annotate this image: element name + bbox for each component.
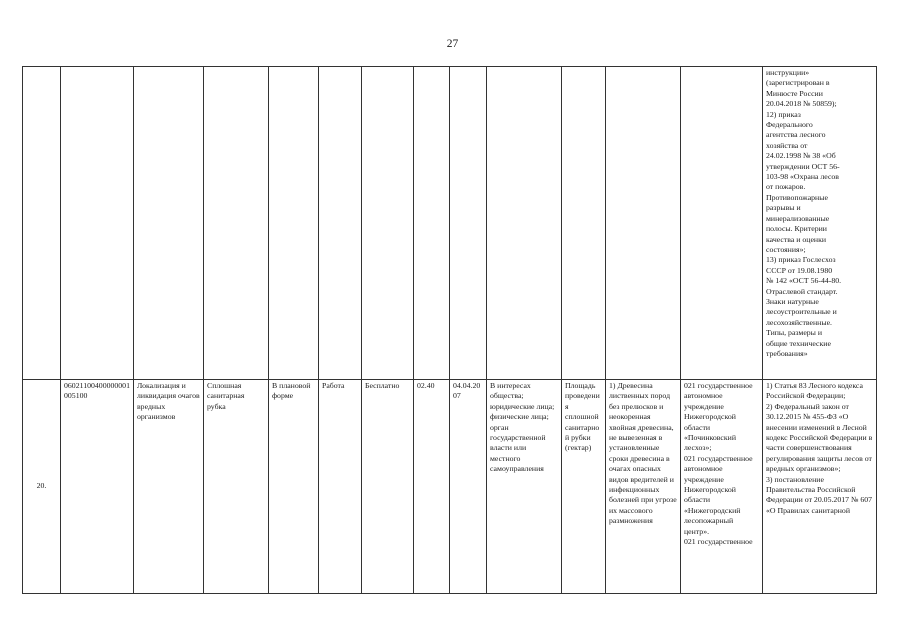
cell-empty: [414, 67, 450, 380]
table-row-continuation: [23, 67, 877, 380]
page-number: 27: [446, 38, 459, 50]
cell-empty: [450, 67, 487, 380]
cell-empty: [269, 67, 319, 380]
table-row: [23, 380, 877, 594]
cell-empty: [134, 67, 204, 380]
cell-legal-acts-continued: инструкции» (зарегистрирован в Минюсте России 20.04.2018 № 50859); 12) приказ Федерального агентства лесного хозяйства от 24.02.1998 № 38 «Об утверждении ОСТ 56- 103-98 «Охрана лесов от пожаров. Противопожарные разрывы и минерализованные полосы. Критерии качества и оценки состояния»; 13) приказ Гослесхоз СССР от 19.08.1980 № 142 «ОСТ 56-44-80. Отраслевой стандарт. Знаки натурные лесоустроительные и лесохозяйственные. Типы, размеры и общие технические требования»: [763, 67, 877, 380]
cell-legal-acts: 1) Статья 83 Лесного кодекса Российской Федерации; 2) Федеральный закон от 30.12.2015 № 455-ФЗ «О внесении изменений в Лесной кодекс Российской Федерации в части совершенствования регулирования защиты лесов от вредных организмов»; 3) постановление Правительства Российской Федерации от 20.05.2017 № 607 «О Правилах санитарной: [763, 380, 877, 594]
cell-work-name: Локализация и ликвидация очагов вредных организмов: [134, 380, 204, 594]
cell-registry-code: 0602110040000000100510​0: [61, 380, 134, 594]
cell-indicator: Площадь проведения сплошной санитарной рубки (гектар): [562, 380, 606, 594]
cell-empty: [562, 67, 606, 380]
cell-empty: [61, 67, 134, 380]
cell-empty: [606, 67, 681, 380]
cell-empty: [487, 67, 562, 380]
cell-okved: 02.40: [414, 380, 450, 594]
cell-row-number: 20.: [23, 380, 61, 594]
cell-work-content: Сплошная санитарная рубка: [204, 380, 269, 594]
cell-empty: [204, 67, 269, 380]
cell-empty: [362, 67, 414, 380]
registry-table: [22, 66, 877, 594]
cell-empty: [319, 67, 362, 380]
cell-empty: [681, 67, 763, 380]
cell-institutions: 021 государственное автономное учреждение Нижегородской области «Починковский лесхоз»; 021 государственное автономное учреждение Нижегородской области «Нижегородский лесопожарный центр». 021 государственное: [681, 380, 763, 594]
cell-consumers: В интересах общества; юридические лица; физические лица; орган государственной власти или местного самоуправления: [487, 380, 562, 594]
cell-payment: Бесплатно: [362, 380, 414, 594]
cell-empty: [23, 67, 61, 380]
cell-form: В плановой форме: [269, 380, 319, 594]
cell-type: Работа: [319, 380, 362, 594]
cell-date: 04.04.2007: [450, 380, 487, 594]
cell-features: 1) Древесина лиственных пород без прелюсков и неокоренная хвойная древесина, не вывезенная в установленные сроки древесина в очагах опасных видов вредителей и инфекционных болезней при угрозе их массового размножения: [606, 380, 681, 594]
